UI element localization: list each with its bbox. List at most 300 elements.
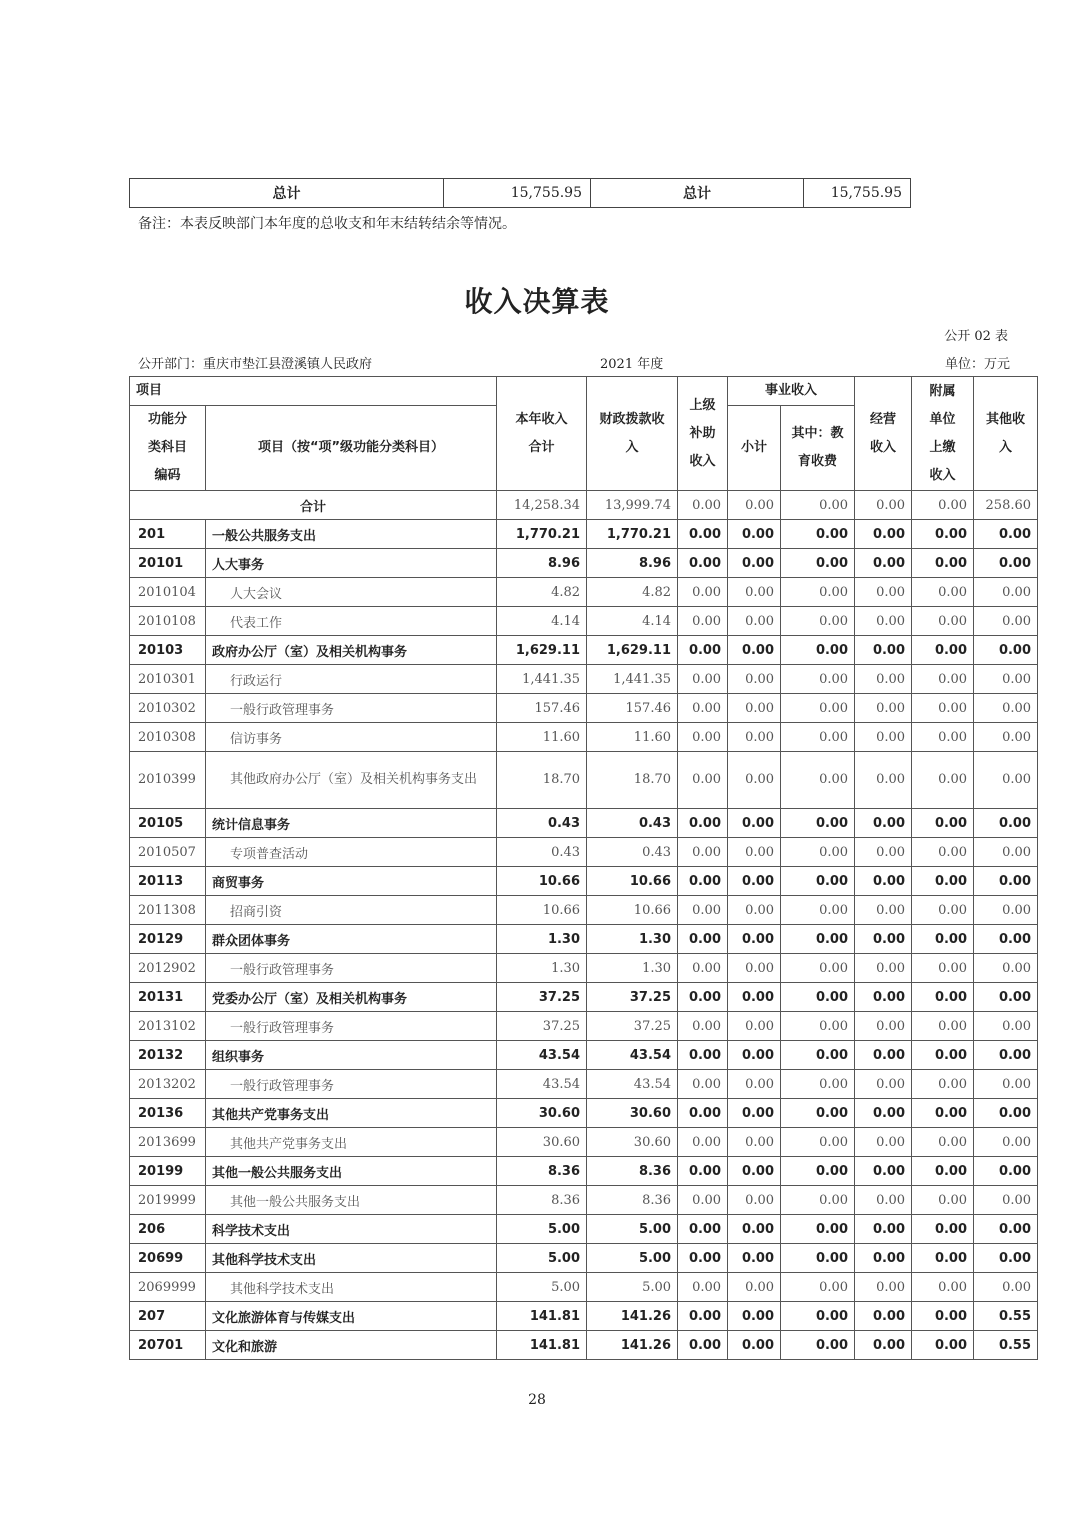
row-code: 2013102 <box>130 1012 206 1041</box>
summary-note: 备注：本表反映部门本年度的总收支和年末结转结余等情况。 <box>138 216 516 232</box>
row-value: 0.00 <box>728 1244 781 1273</box>
row-value: 0.55 <box>974 1331 1038 1360</box>
row-value: 0.00 <box>912 1157 974 1186</box>
table-row <box>130 1186 1038 1215</box>
row-value: 11.60 <box>587 723 678 752</box>
row-code: 20129 <box>130 925 206 954</box>
row-code: 2010104 <box>130 578 206 607</box>
table-row <box>130 607 1038 636</box>
row-code: 20113 <box>130 867 206 896</box>
row-value: 0.00 <box>974 954 1038 983</box>
row-value: 0.00 <box>855 1302 912 1331</box>
row-value: 4.82 <box>497 578 587 607</box>
row-value: 10.66 <box>587 867 678 896</box>
row-value: 0.00 <box>912 607 974 636</box>
row-name: 一般公共服务支出 <box>206 520 497 549</box>
row-value: 0.00 <box>974 1128 1038 1157</box>
row-value: 1,441.35 <box>587 665 678 694</box>
row-value: 0.00 <box>855 809 912 838</box>
row-value: 0.00 <box>855 896 912 925</box>
row-value: 0.00 <box>974 983 1038 1012</box>
row-value: 0.00 <box>678 1302 728 1331</box>
row-value: 0.00 <box>912 578 974 607</box>
header-function-code-line2: 类科目 <box>147 440 187 455</box>
row-code: 20103 <box>130 636 206 665</box>
row-value: 0.00 <box>781 925 855 954</box>
table-row <box>130 1215 1038 1244</box>
row-value: 0.00 <box>781 809 855 838</box>
row-value: 0.00 <box>728 1012 781 1041</box>
row-value: 0.00 <box>974 809 1038 838</box>
row-value: 0.00 <box>974 665 1038 694</box>
row-value: 0.00 <box>728 1128 781 1157</box>
row-value: 37.25 <box>497 983 587 1012</box>
row-value: 5.00 <box>497 1215 587 1244</box>
row-value: 0.00 <box>678 723 728 752</box>
row-value: 0.00 <box>855 723 912 752</box>
total-cell: 0.00 <box>912 491 974 520</box>
row-value: 0.00 <box>855 1331 912 1360</box>
table-row <box>130 578 1038 607</box>
row-value: 0.00 <box>781 578 855 607</box>
row-value: 0.00 <box>855 1186 912 1215</box>
row-value: 30.60 <box>497 1099 587 1128</box>
row-name: 党委办公厅（室）及相关机构事务 <box>206 983 497 1012</box>
row-code: 2012902 <box>130 954 206 983</box>
header-affiliated-line4: 收入 <box>929 467 956 483</box>
row-value: 0.00 <box>781 983 855 1012</box>
total-cell: 0.00 <box>678 491 728 520</box>
row-value: 0.00 <box>678 1012 728 1041</box>
row-value: 0.00 <box>855 1070 912 1099</box>
row-value: 8.36 <box>587 1157 678 1186</box>
row-value: 0.00 <box>855 1041 912 1070</box>
header-edu-fee <box>781 406 855 491</box>
table-row <box>130 838 1038 867</box>
row-code: 20132 <box>130 1041 206 1070</box>
header-function-code-line3: 编码 <box>154 468 181 483</box>
header-total-income <box>497 377 587 491</box>
row-name: 商贸事务 <box>206 867 497 896</box>
total-cell: 0.00 <box>781 491 855 520</box>
row-value: 0.00 <box>855 665 912 694</box>
row-value: 0.00 <box>781 752 855 809</box>
row-value: 0.00 <box>781 896 855 925</box>
header-business-income: 事业收入 <box>728 377 855 406</box>
summary-left-label: 总计 <box>130 179 444 208</box>
row-value: 43.54 <box>497 1041 587 1070</box>
page-title: 收入决算表 <box>464 285 610 318</box>
row-value: 0.00 <box>728 809 781 838</box>
row-value: 30.60 <box>587 1128 678 1157</box>
row-value: 0.00 <box>912 896 974 925</box>
department-label: 公开部门：重庆市垫江县澄溪镇人民政府 <box>138 357 373 372</box>
row-value: 0.00 <box>781 694 855 723</box>
row-value: 0.00 <box>781 1186 855 1215</box>
row-value: 0.00 <box>678 1331 728 1360</box>
row-value: 0.00 <box>912 723 974 752</box>
total-cell: 13,999.74 <box>587 491 678 520</box>
row-code: 2011308 <box>130 896 206 925</box>
row-value: 0.00 <box>912 1186 974 1215</box>
row-value: 0.00 <box>728 1302 781 1331</box>
row-value: 0.00 <box>912 954 974 983</box>
summary-total-row <box>130 179 911 208</box>
header-affiliated-line3: 上缴 <box>929 439 956 455</box>
row-value: 0.00 <box>678 549 728 578</box>
row-value: 0.00 <box>974 1273 1038 1302</box>
row-value: 0.00 <box>728 1099 781 1128</box>
row-code: 2010507 <box>130 838 206 867</box>
row-value: 0.00 <box>678 1273 728 1302</box>
row-value: 1.30 <box>497 954 587 983</box>
row-value: 0.00 <box>678 838 728 867</box>
row-value: 0.00 <box>678 665 728 694</box>
row-value: 0.00 <box>912 1302 974 1331</box>
row-value: 157.46 <box>497 694 587 723</box>
income-statement-table <box>129 376 1038 1360</box>
row-value: 1,441.35 <box>497 665 587 694</box>
row-value: 0.00 <box>974 1012 1038 1041</box>
row-value: 0.00 <box>728 954 781 983</box>
header-edu-fee-line2: 育收费 <box>798 454 838 469</box>
row-value: 0.00 <box>678 752 728 809</box>
fiscal-year-label: 2021 年度 <box>600 357 664 372</box>
table-row <box>130 1157 1038 1186</box>
row-code: 2010108 <box>130 607 206 636</box>
row-value: 0.00 <box>728 752 781 809</box>
row-value: 0.00 <box>912 1012 974 1041</box>
row-value: 37.25 <box>497 1012 587 1041</box>
row-value: 0.00 <box>678 1128 728 1157</box>
row-value: 0.00 <box>678 1186 728 1215</box>
row-value: 10.66 <box>497 896 587 925</box>
summary-left-value: 15,755.95 <box>444 179 591 208</box>
row-value: 0.00 <box>728 578 781 607</box>
row-value: 0.00 <box>974 896 1038 925</box>
table-row <box>130 723 1038 752</box>
row-code: 201 <box>130 520 206 549</box>
row-code: 20131 <box>130 983 206 1012</box>
row-value: 0.00 <box>974 578 1038 607</box>
page-number: 28 <box>528 1392 546 1408</box>
row-value: 8.96 <box>587 549 678 578</box>
row-value: 37.25 <box>587 1012 678 1041</box>
table-row <box>130 1244 1038 1273</box>
row-name: 一般行政管理事务 <box>206 1070 497 1099</box>
summary-right-label: 总计 <box>591 179 804 208</box>
header-operating-income <box>855 377 912 491</box>
header-fiscal-appropriation <box>587 377 678 491</box>
total-cell: 0.00 <box>728 491 781 520</box>
row-value: 0.00 <box>728 1331 781 1360</box>
row-value: 0.00 <box>781 954 855 983</box>
table-body <box>130 491 1038 1360</box>
row-value: 0.43 <box>587 838 678 867</box>
row-code: 20105 <box>130 809 206 838</box>
header-fiscal-line1: 财政拨款收 <box>599 411 665 427</box>
row-value: 0.00 <box>781 838 855 867</box>
row-value: 11.60 <box>497 723 587 752</box>
table-row <box>130 896 1038 925</box>
total-cell: 14,258.34 <box>497 491 587 520</box>
row-value: 0.00 <box>855 1099 912 1128</box>
row-value: 0.00 <box>781 1099 855 1128</box>
row-value: 0.00 <box>678 1215 728 1244</box>
row-value: 5.00 <box>587 1244 678 1273</box>
row-value: 0.00 <box>781 1012 855 1041</box>
header-operating-line2: 收入 <box>870 439 897 455</box>
row-value: 0.00 <box>728 723 781 752</box>
row-value: 43.54 <box>587 1041 678 1070</box>
row-value: 0.43 <box>497 838 587 867</box>
table-row <box>130 665 1038 694</box>
total-label: 合计 <box>130 491 497 520</box>
row-name: 其他共产党事务支出 <box>206 1128 497 1157</box>
table-row <box>130 520 1038 549</box>
row-name: 一般行政管理事务 <box>206 1012 497 1041</box>
row-value: 0.00 <box>855 983 912 1012</box>
row-value: 0.00 <box>781 607 855 636</box>
summary-total-table <box>129 178 911 208</box>
header-function-code-line1: 功能分 <box>147 412 187 427</box>
row-value: 0.00 <box>781 1302 855 1331</box>
row-value: 0.00 <box>678 1244 728 1273</box>
row-value: 0.00 <box>728 1157 781 1186</box>
header-total-income-line2: 合计 <box>528 439 555 455</box>
row-value: 0.00 <box>728 925 781 954</box>
header-fiscal-line2: 入 <box>625 439 639 455</box>
row-value: 0.00 <box>974 1186 1038 1215</box>
row-value: 0.00 <box>855 607 912 636</box>
row-value: 0.00 <box>912 1041 974 1070</box>
row-value: 0.00 <box>781 723 855 752</box>
row-value: 0.00 <box>974 723 1038 752</box>
row-name: 其他科学技术支出 <box>206 1273 497 1302</box>
header-function-code <box>130 406 206 491</box>
row-value: 0.00 <box>912 520 974 549</box>
row-code: 20136 <box>130 1099 206 1128</box>
row-value: 0.00 <box>855 1244 912 1273</box>
summary-right-value: 15,755.95 <box>804 179 911 208</box>
row-value: 0.00 <box>781 520 855 549</box>
row-value: 0.00 <box>912 1244 974 1273</box>
row-value: 0.00 <box>974 752 1038 809</box>
row-name: 专项普查活动 <box>206 838 497 867</box>
row-name: 统计信息事务 <box>206 809 497 838</box>
row-name: 其他共产党事务支出 <box>206 1099 497 1128</box>
header-other-line1: 其他收 <box>986 411 1026 427</box>
row-value: 0.00 <box>912 636 974 665</box>
row-value: 0.00 <box>912 694 974 723</box>
row-value: 0.00 <box>912 1215 974 1244</box>
row-value: 43.54 <box>587 1070 678 1099</box>
row-name: 政府办公厅（室）及相关机构事务 <box>206 636 497 665</box>
row-value: 0.00 <box>678 636 728 665</box>
row-name: 科学技术支出 <box>206 1215 497 1244</box>
header-edu-fee-line1: 其中：教 <box>791 426 844 441</box>
table-row <box>130 752 1038 809</box>
row-value: 0.00 <box>781 636 855 665</box>
unit-label: 单位：万元 <box>944 357 1010 372</box>
row-value: 0.00 <box>781 1215 855 1244</box>
row-value: 0.00 <box>912 665 974 694</box>
row-code: 20199 <box>130 1157 206 1186</box>
row-value: 0.00 <box>678 1041 728 1070</box>
row-value: 0.00 <box>678 896 728 925</box>
row-value: 0.00 <box>912 1070 974 1099</box>
row-value: 0.00 <box>855 1273 912 1302</box>
row-value: 0.43 <box>497 809 587 838</box>
header-operating-line1: 经营 <box>870 411 897 427</box>
row-code: 207 <box>130 1302 206 1331</box>
header-total-income-line1: 本年收入 <box>515 411 568 427</box>
row-value: 10.66 <box>497 867 587 896</box>
row-value: 4.14 <box>497 607 587 636</box>
row-code: 2010301 <box>130 665 206 694</box>
row-value: 0.00 <box>781 867 855 896</box>
row-value: 0.00 <box>974 867 1038 896</box>
row-value: 0.00 <box>678 1070 728 1099</box>
header-affiliated-line1: 附属 <box>929 383 956 399</box>
row-code: 2013699 <box>130 1128 206 1157</box>
row-value: 43.54 <box>497 1070 587 1099</box>
row-value: 0.00 <box>678 1099 728 1128</box>
header-superior-line1: 上级 <box>689 397 716 413</box>
row-value: 0.00 <box>678 954 728 983</box>
total-cell: 0.00 <box>855 491 912 520</box>
row-code: 20699 <box>130 1244 206 1273</box>
row-value: 0.00 <box>855 549 912 578</box>
row-value: 37.25 <box>587 983 678 1012</box>
row-value: 0.00 <box>728 896 781 925</box>
row-value: 0.00 <box>728 1215 781 1244</box>
row-value: 4.82 <box>587 578 678 607</box>
row-value: 0.00 <box>974 838 1038 867</box>
header-superior-line2: 补助 <box>689 425 716 441</box>
row-value: 5.00 <box>497 1244 587 1273</box>
table-row <box>130 954 1038 983</box>
row-value: 0.00 <box>855 694 912 723</box>
table-row <box>130 1012 1038 1041</box>
row-value: 0.00 <box>781 1070 855 1099</box>
row-value: 0.00 <box>728 665 781 694</box>
row-value: 0.00 <box>974 1070 1038 1099</box>
header-affiliated-line2: 单位 <box>929 411 956 427</box>
row-value: 0.00 <box>678 694 728 723</box>
row-value: 0.00 <box>912 983 974 1012</box>
row-value: 0.00 <box>728 694 781 723</box>
row-name: 其他科学技术支出 <box>206 1244 497 1273</box>
table-row <box>130 1128 1038 1157</box>
row-value: 0.00 <box>912 752 974 809</box>
row-value: 0.00 <box>855 954 912 983</box>
header-superior-line3: 收入 <box>689 453 716 469</box>
row-value: 0.43 <box>587 809 678 838</box>
row-value: 0.00 <box>974 694 1038 723</box>
row-value: 141.26 <box>587 1302 678 1331</box>
row-value: 10.66 <box>587 896 678 925</box>
row-value: 1,629.11 <box>587 636 678 665</box>
row-value: 0.00 <box>912 925 974 954</box>
table-row <box>130 809 1038 838</box>
row-value: 0.00 <box>974 607 1038 636</box>
row-value: 18.70 <box>587 752 678 809</box>
row-name: 群众团体事务 <box>206 925 497 954</box>
row-name: 信访事务 <box>206 723 497 752</box>
header-other-income <box>974 377 1038 491</box>
row-name: 一般行政管理事务 <box>206 954 497 983</box>
table-row <box>130 1041 1038 1070</box>
table-row <box>130 925 1038 954</box>
row-value: 8.36 <box>497 1186 587 1215</box>
row-value: 0.00 <box>974 925 1038 954</box>
row-value: 18.70 <box>497 752 587 809</box>
row-value: 1,629.11 <box>497 636 587 665</box>
row-value: 0.00 <box>912 1099 974 1128</box>
row-value: 0.00 <box>678 607 728 636</box>
row-value: 1.30 <box>587 925 678 954</box>
row-value: 141.26 <box>587 1331 678 1360</box>
row-value: 0.00 <box>781 1331 855 1360</box>
row-value: 0.00 <box>781 1157 855 1186</box>
row-value: 0.00 <box>781 1128 855 1157</box>
row-value: 0.00 <box>855 636 912 665</box>
header-project-name: 项目（按“项”级功能分类科目） <box>206 406 497 491</box>
table-row <box>130 867 1038 896</box>
row-value: 0.00 <box>728 1186 781 1215</box>
row-value: 0.00 <box>728 636 781 665</box>
header-project: 项目 <box>130 377 497 406</box>
row-value: 0.00 <box>855 752 912 809</box>
row-code: 20701 <box>130 1331 206 1360</box>
row-value: 0.00 <box>781 665 855 694</box>
row-value: 141.81 <box>497 1302 587 1331</box>
row-value: 5.00 <box>587 1273 678 1302</box>
row-value: 0.00 <box>678 1157 728 1186</box>
row-value: 0.00 <box>912 1273 974 1302</box>
table-row <box>130 549 1038 578</box>
row-code: 2069999 <box>130 1273 206 1302</box>
table-row <box>130 1099 1038 1128</box>
table-row <box>130 983 1038 1012</box>
table-row <box>130 1302 1038 1331</box>
row-value: 0.00 <box>781 1273 855 1302</box>
row-value: 8.36 <box>587 1186 678 1215</box>
form-code: 公开 02 表 <box>944 329 1008 344</box>
row-value: 30.60 <box>497 1128 587 1157</box>
row-value: 0.00 <box>855 1157 912 1186</box>
row-name: 其他一般公共服务支出 <box>206 1157 497 1186</box>
row-code: 2010308 <box>130 723 206 752</box>
row-value: 0.00 <box>678 867 728 896</box>
header-superior-subsidy <box>678 377 728 491</box>
row-value: 5.00 <box>497 1273 587 1302</box>
row-value: 0.00 <box>974 1215 1038 1244</box>
row-value: 0.00 <box>855 867 912 896</box>
row-code: 2010302 <box>130 694 206 723</box>
row-value: 0.00 <box>728 1041 781 1070</box>
row-value: 0.00 <box>728 607 781 636</box>
row-code: 2010399 <box>130 752 206 809</box>
row-value: 0.00 <box>728 838 781 867</box>
row-value: 0.00 <box>974 1244 1038 1273</box>
row-value: 1.30 <box>587 954 678 983</box>
row-name: 招商引资 <box>206 896 497 925</box>
row-value: 0.00 <box>974 1099 1038 1128</box>
row-value: 0.00 <box>855 578 912 607</box>
row-value: 157.46 <box>587 694 678 723</box>
